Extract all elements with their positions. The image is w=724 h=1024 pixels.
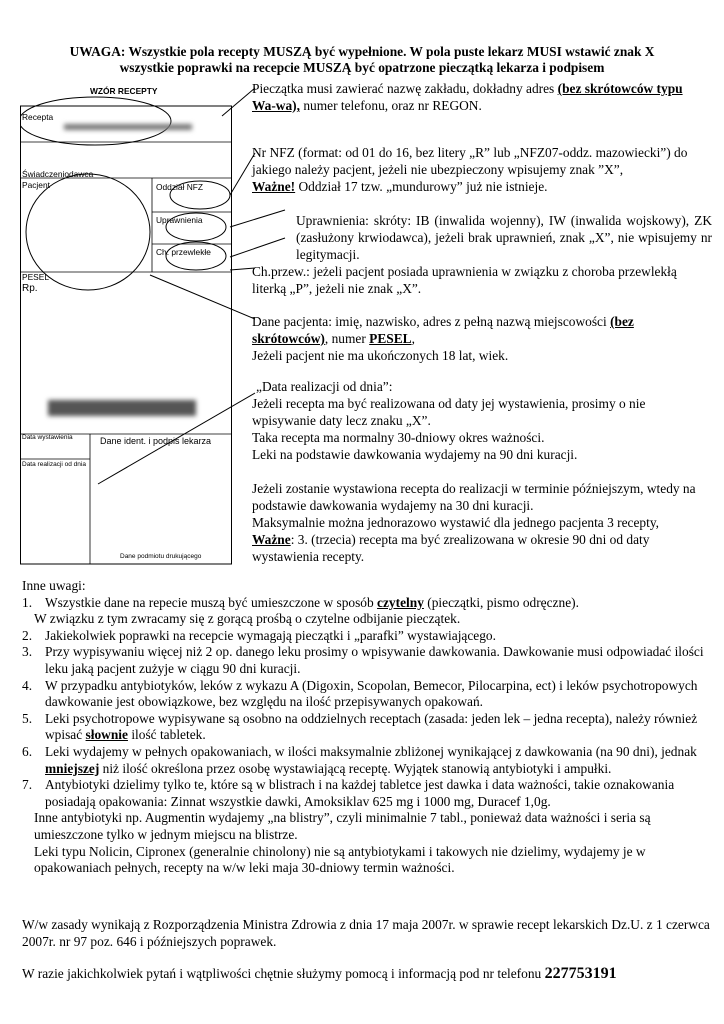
realization-line-3: Taka recepta ma normalny 30-dniowy okres ważności.	[252, 430, 545, 445]
nfz-info	[252, 144, 712, 195]
patient-info-emphasis: (bez skrótowców)	[252, 314, 634, 346]
note-7-extra-1	[22, 810, 710, 843]
label-dane-lekarza: Dane ident. i podpis lekarza	[100, 436, 212, 446]
realization-line-6: Maksymalnie można jednorazowo wystawić dla jednego pacjenta 3 recepty,	[252, 515, 660, 530]
stamp-info-tail: numer telefonu, oraz nr REGON.	[299, 98, 482, 113]
realization-info	[252, 378, 702, 565]
note-number: 1.	[22, 594, 33, 610]
contact-text: W razie jakichkolwiek pytań i wątpliwości chętnie służymy pomocą i informacją pod nr telefonu	[22, 966, 545, 981]
realization-line-7: : 3. (trzecia) recepta ma być zrealizowana w okresie 90 dni od daty wystawienia recepty.	[252, 532, 650, 564]
note-1-text: Wszystkie dane na repecie muszą być umieszczone w sposób	[45, 594, 378, 610]
realization-heading: „Data realizacji od dnia”:	[256, 379, 393, 394]
notes-list	[22, 595, 710, 877]
note-5	[22, 711, 710, 744]
patient-pesel: PESEL	[369, 331, 412, 346]
note-1	[22, 595, 710, 612]
label-uprawnienia: Uprawnienia	[156, 215, 203, 225]
note-5-text: Leki psychotropowe wypisywane są osobno na oddzielnych receptach (zasada: jeden lek – jedna recepta), należy również wpisać	[45, 710, 698, 743]
nfz-important: Ważne!	[252, 179, 296, 194]
uprawnienia-info: Uprawnienia: skróty: IB (inwalida wojenny), IW (inwalida wojskowy), ZK (zasłużony krwiodawca), jeżeli brak uprawnień, znak „X”, nie wpisujemy nr legitymacji.	[296, 213, 712, 262]
stamp-info-emphasis: (bez skrótowców typu Wa-wa),	[252, 81, 683, 113]
phone-number: 227753191	[544, 965, 617, 982]
note-number: 7.	[22, 777, 33, 793]
nfz-info-text: Nr NFZ (format: od 01 do 16, bez litery „R” lub „NFZ07-oddz. mazowiecki”) do jakiego należy pacjent, jeżeli nie ubezpieczony wpisujemy znak ”X”,	[252, 145, 688, 177]
note-6-emphasis: mniejszej	[45, 760, 100, 776]
note-1-extra	[22, 611, 710, 628]
realization-important: Ważne	[252, 532, 291, 547]
note-7-extra-1-text: Inne antybiotyki np. Augmentin wydajemy „na blistry”, czyli minimalnie 7 tabl., ponieważ data ważności i seria są umieszczone tylko w jednym miejscu na blistrze.	[34, 810, 651, 842]
note-7-extra-2	[22, 844, 710, 877]
stamp-info	[252, 80, 707, 114]
note-number: 3.	[22, 644, 33, 660]
patient-info-text: Dane pacjenta: imię, nazwisko, adres z pełną nazwą miejscowości	[252, 314, 611, 329]
label-ch-przewlekle: Ch. przewlekłe	[156, 247, 211, 257]
patient-age-note: Jeżeli pacjent nie ma ukończonych 18 lat, wiek.	[252, 348, 509, 363]
note-number: 5.	[22, 710, 33, 726]
form-header: WZÓR RECEPTY	[90, 86, 158, 96]
notes-header: Inne uwagi:	[22, 578, 86, 593]
realization-line-4: Leki na podstawie dawkowania wydajemy na 90 dni kuracji.	[252, 447, 578, 462]
note-1-extra-text: W związku z tym zwracamy się z gorącą prośbą o czytelne odbijanie pieczątek.	[34, 611, 461, 627]
note-6-text: Leki wydajemy w pełnych opakowaniach, w ilości maksymalnie zbliżonej wynikającej z dawkowania (na 90 dni), jednak	[45, 743, 697, 759]
note-2	[22, 628, 710, 645]
note-7	[22, 777, 710, 810]
note-3-text: Przy wypisywaniu więcej niż 2 op. danego leku prosimy o wpisywanie dawkowania. Dawkowanie musi odpowiadać ilości leku jaką pacjent zużyje w ciągu 90 dni kuracji.	[45, 644, 704, 676]
label-data-wystawienia: Data wystawienia	[22, 434, 73, 441]
note-4-text: W przypadku antybiotyków, leków z wykazu A (Digoxin, Scopolan, Bemecor, Pilocarpina, ect) i leków psychotropowych dawkowanie jest obowiązkowe, bez względu na ilość przepisywanych opakowań.	[45, 677, 698, 710]
note-7-text: Antybiotyki dzielimy tylko te, które są w blistrach i na każdej tabletce jest dawka i data ważności, takie oznakowania posiadają opakowania: Zinnat wszystkie dawki, Amoksiklav 625 mg i 1000 mg, Duracef 1,0g.	[45, 777, 675, 809]
chronic-info: Ch.przew.: jeżeli pacjent posiada uprawnienia w związku z choroba przewlekłą literką „P”, jeżeli nie znak „X”.	[252, 264, 677, 296]
note-number: 6.	[22, 743, 33, 759]
note-1-emphasis: czytelny	[377, 594, 424, 610]
note-7-extra-2-text: Leki typu Nolicin, Cipronex (generalnie chinolony) nie są antybiotykami i takowych nie dzielimy, wydajemy je w opakowaniach pełnych, recepty na w/w leki maja 30-dniowy termin ważności.	[34, 843, 646, 876]
realization-line-2: Jeżeli recepta ma być realizowana od daty jej wystawienia, prosimy o nie wpisywanie daty lecz znaku „X”.	[252, 396, 646, 428]
note-number: 2.	[22, 627, 33, 643]
note-number: 4.	[22, 677, 33, 693]
other-notes	[22, 578, 710, 877]
title-line-1: UWAGA: Wszystkie pola recepty MUSZĄ być wypełnione. W pola puste lekarz MUSI wstawić znak X	[69, 44, 655, 59]
label-dane-podmiotu: Dane podmiotu drukującego	[120, 553, 202, 560]
patient-info-comma: ,	[411, 331, 415, 346]
realization-line-5: Jeżeli zostanie wystawiona recepta do realizacji w terminie późniejszym, wtedy na podstawie dawkowania wydajemy na 30 dni kuracji.	[252, 481, 696, 513]
label-recepta: Recepta	[22, 112, 54, 122]
note-3	[22, 644, 710, 677]
contact-footer	[22, 965, 710, 982]
note-5-emphasis: słownie	[85, 727, 128, 743]
regulation-footer: W/w zasady wynikają z Rozporządzenia Ministra Zdrowia z dnia 17 maja 2007r. w sprawie recept lekarskich Dz.U. z 1 czerwca 2007r. nr 97 poz. 646 i późniejszych poprawek.	[22, 917, 710, 949]
note-4	[22, 678, 710, 711]
label-pesel: PESEL	[22, 272, 50, 282]
stamp-info-text: Pieczątka musi zawierać nazwę zakładu, dokładny adres	[252, 81, 558, 96]
label-data-realizacji: Data realizacji od dnia	[22, 461, 86, 468]
label-rp: Rp.	[22, 283, 38, 294]
note-1-tail: (pieczątki, pismo odręczne).	[423, 594, 579, 610]
title-line-2: wszystkie poprawki na recepcie MUSZĄ być opatrzone pieczątką lekarza i podpisem	[119, 60, 605, 75]
label-oddzial-nfz: Oddział NFZ	[156, 182, 204, 192]
note-6-tail: niż ilość określona przez osobę wystawiającą receptę. Wyjątek stanowią antybiotyki i ampułki.	[99, 760, 612, 776]
label-swiadczeniodawca: Świadczeniodawca	[22, 169, 94, 179]
label-pacjent: Pacjent	[22, 180, 50, 190]
patient-info-mid: , numer	[324, 331, 370, 346]
nfz-info-tail: Oddział 17 tzw. „mundurowy” już nie istnieje.	[295, 179, 548, 194]
note-6	[22, 744, 710, 777]
note-2-text: Jakiekolwiek poprawki na recepcie wymagają pieczątki i „parafki” wystawiającego.	[45, 627, 496, 643]
note-5-tail: ilość tabletek.	[127, 727, 206, 743]
patient-info	[252, 313, 702, 364]
